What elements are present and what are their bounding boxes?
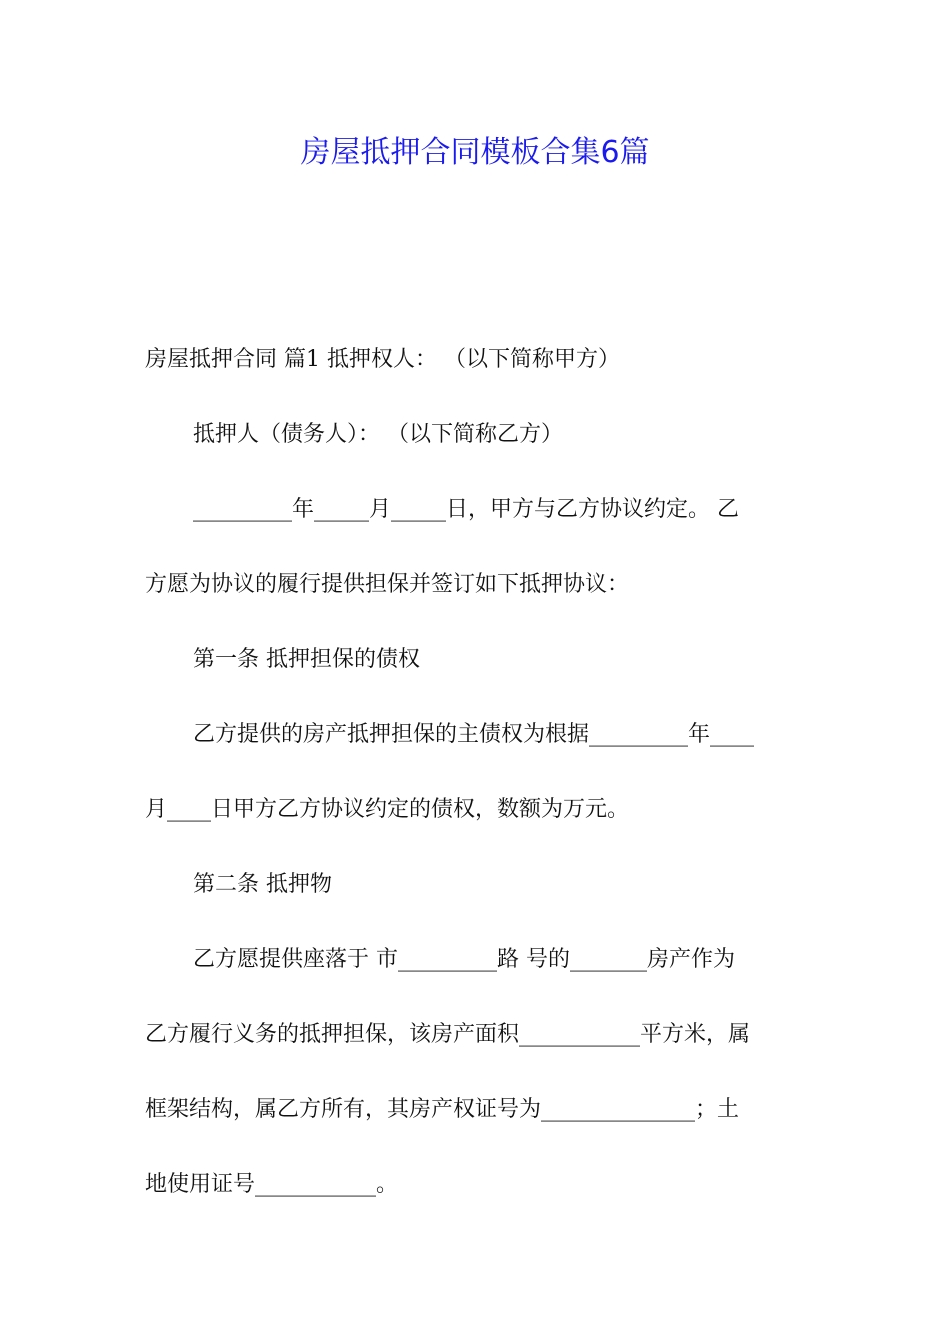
text-line: 乙方履行义务的抵押担保，该房产面积___________平方米，属: [145, 1022, 751, 1047]
text-line: 乙方提供的房产抵押担保的主债权为根据_________年____: [193, 722, 755, 747]
section-heading: 第一条 抵押担保的债权: [193, 647, 420, 672]
text-line: 地使用证号___________。: [145, 1172, 399, 1197]
document-title: 房屋抵押合同模板合集6篇: [300, 135, 650, 170]
section-heading: 第二条 抵押物: [193, 872, 332, 897]
text-line: _________年_____月_____日，甲方与乙方协议约定。 乙: [193, 497, 739, 522]
text-line: 框架结构，属乙方所有，其房产权证号为______________；土: [145, 1097, 740, 1122]
text-line: 乙方愿提供座落于 市_________路 号的_______房产作为: [193, 947, 735, 972]
text-line: 方愿为协议的履行提供担保并签订如下抵押协议：: [145, 572, 630, 597]
text-line: 月____日甲方乙方协议约定的债权，数额为万元。: [145, 797, 630, 822]
text-line: 房屋抵押合同 篇1 抵押权人： （以下简称甲方）: [145, 347, 620, 372]
text-line: 抵押人（债务人）： （以下简称乙方）: [193, 422, 563, 447]
